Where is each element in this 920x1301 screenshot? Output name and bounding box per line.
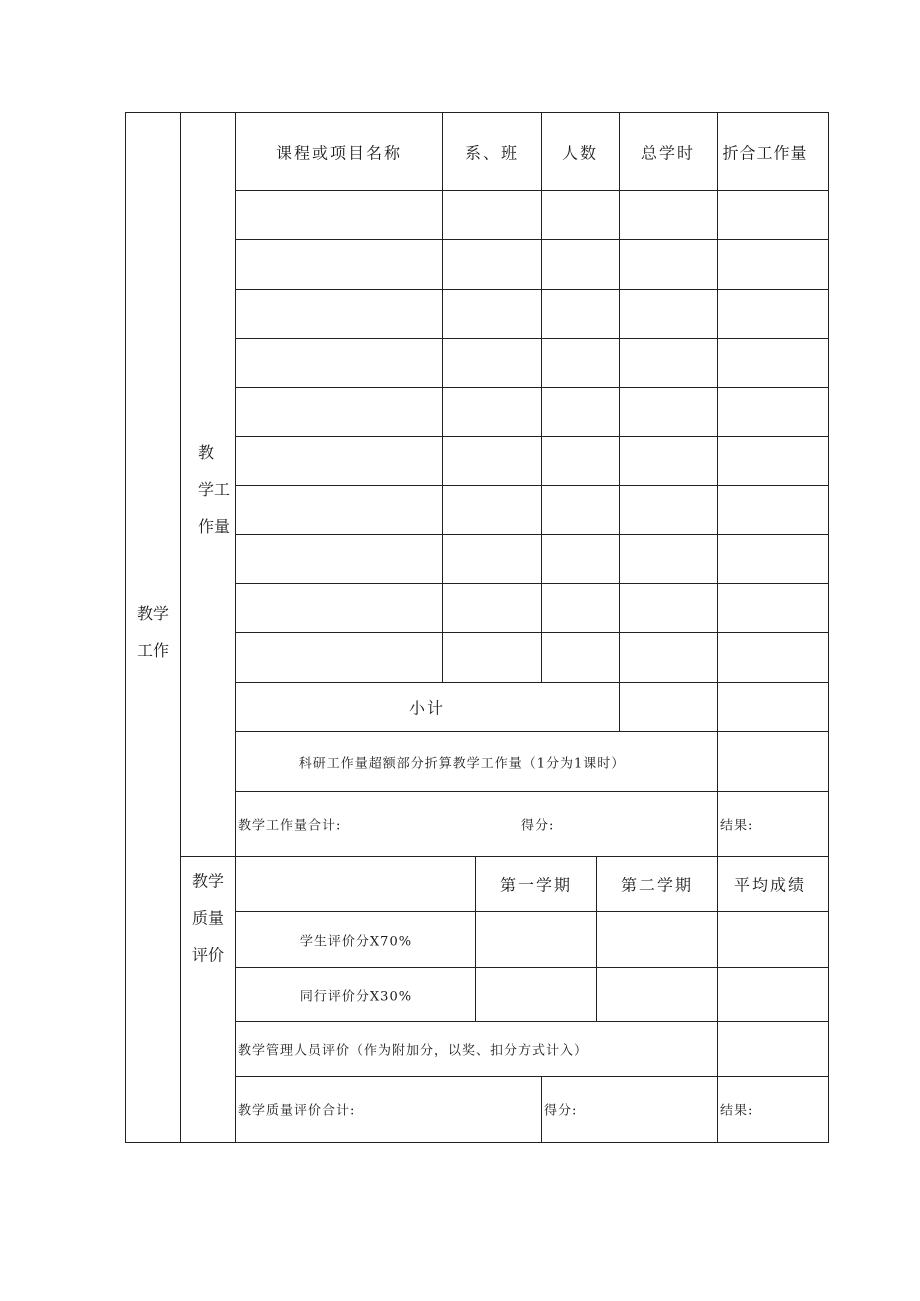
header-first-semester: 第一学期 — [499, 875, 573, 895]
header-course-name: 课程或项目名称 — [275, 143, 403, 163]
row-line — [235, 289, 829, 290]
workload-result-label: 结果: — [720, 818, 754, 834]
row-line — [235, 239, 829, 240]
label-line: 学工 — [198, 480, 231, 499]
label-line: 评价 — [191, 945, 225, 965]
student-eval-label: 学生评价分X70% — [299, 934, 413, 950]
border-right — [828, 112, 829, 1143]
label-line: 教学 — [191, 871, 225, 891]
row-line — [235, 485, 829, 486]
label-divider-1 — [180, 112, 181, 1143]
col-line — [541, 1076, 542, 1143]
section-line — [180, 856, 829, 857]
row-line — [235, 1076, 829, 1077]
subtotal-label: 小计 — [408, 698, 446, 718]
workload-label — [198, 434, 230, 545]
research-conversion-cell[interactable] — [718, 732, 828, 791]
header-headcount: 人数 — [561, 143, 599, 163]
quality-label — [192, 863, 224, 974]
row-line — [235, 338, 829, 339]
col-line — [475, 856, 476, 1022]
row-line — [235, 387, 829, 388]
label-line: 教学 — [136, 604, 170, 623]
quality-score-label: 得分: — [544, 1103, 578, 1119]
label-line: 作量 — [198, 517, 231, 536]
header-converted-workload: 折合工作量 — [722, 143, 808, 163]
row-line — [235, 911, 829, 912]
quality-total-label: 教学质量评价合计: — [238, 1103, 356, 1119]
col-line — [717, 856, 718, 1143]
label-line: 教 — [198, 443, 215, 462]
row-line — [235, 436, 829, 437]
col-line — [596, 856, 597, 1022]
row-line — [235, 583, 829, 584]
research-conversion-label: 科研工作量超额部分折算教学工作量（1分为1课时） — [298, 756, 626, 772]
quality-result-label: 结果: — [720, 1103, 754, 1119]
row-line — [235, 967, 829, 968]
label-line: 质量 — [191, 908, 225, 928]
border-bottom — [125, 1142, 829, 1143]
header-second-semester: 第二学期 — [620, 875, 694, 895]
admin-eval-label: 教学管理人员评价（作为附加分，以奖、扣分方式计入） — [238, 1043, 589, 1059]
label-divider-2 — [235, 112, 236, 1143]
label-line: 工作 — [136, 641, 170, 660]
peer-eval-label: 同行评价分X30% — [299, 989, 413, 1005]
row-line — [235, 632, 829, 633]
workload-total-label: 教学工作量合计: — [238, 818, 342, 834]
subtotal-hours-cell[interactable] — [620, 683, 717, 731]
border-left — [125, 112, 126, 1143]
header-average-score: 平均成绩 — [733, 875, 807, 895]
table-row[interactable] — [236, 191, 828, 239]
subtotal-workload-cell[interactable] — [718, 683, 828, 731]
border-top — [125, 112, 829, 113]
header-total-hours: 总学时 — [640, 143, 696, 163]
teaching-work-label — [137, 595, 169, 669]
admin-eval-cell[interactable] — [718, 1022, 828, 1076]
row-line — [235, 534, 829, 535]
header-department-class: 系、班 — [464, 143, 520, 163]
row-line — [235, 791, 829, 792]
workload-score-label: 得分: — [521, 818, 555, 834]
